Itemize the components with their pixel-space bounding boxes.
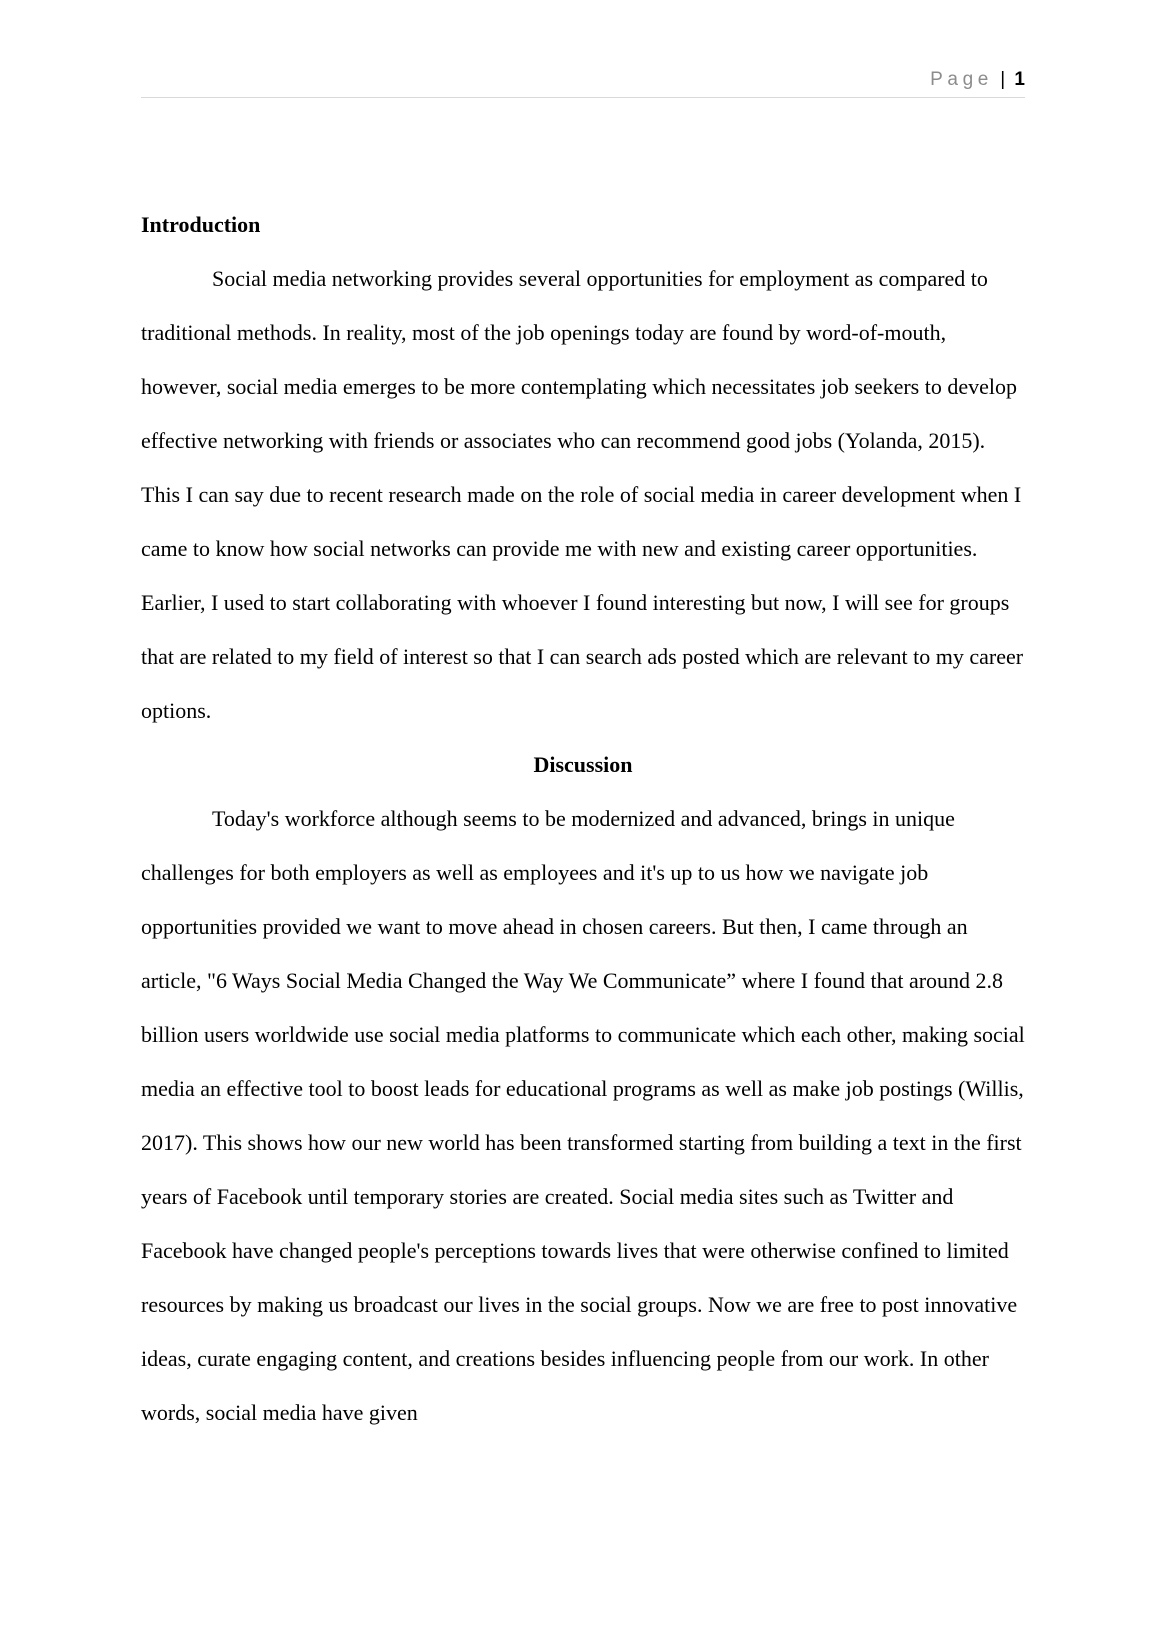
introduction-heading: Introduction bbox=[141, 212, 261, 237]
page-separator: | bbox=[1000, 69, 1006, 90]
introduction-paragraph: Social media networking provides several opportunities for employment as compared to traditional methods. In reality, most of the job openings today are found by word-of-mouth, however, social media emerges to be more contemplating which necessitates job seekers to develop effective networking with friends or associates who can recommend good jobs (Yolanda, 2015). This I can say due to recent research made on the role of social media in career development when I came to know how social networks can provide me with new and existing career opportunities. Earlier, I used to start collaborating with whoever I found interesting but now, I will see for groups that are related to my field of interest so that I can search ads posted which are relevant to my career options. bbox=[141, 266, 1024, 723]
discussion-paragraph: Today's workforce although seems to be modernized and advanced, brings in unique challenges for both employers as well as employees and it's up to us how we navigate job opportunities provided we want to move ahead in chosen careers. But then, I came through an article, "6 Ways Social Media Changed the Way We Communicate” where I found that around 2.8 billion users worldwide use social media platforms to communicate which each other, making social media an effective tool to boost leads for educational programs as well as make job postings (Willis, 2017). This shows how our new world has been transformed starting from building a text in the first years of Facebook until temporary stories are created. Social media sites such as Twitter and Facebook have changed people's perceptions towards lives that were otherwise confined to limited resources by making us broadcast our lives in the social groups. Now we are free to post innovative ideas, curate engaging content, and creations besides influencing people from our work. In other words, social media have given bbox=[141, 806, 1025, 1425]
page-header bbox=[141, 66, 1025, 98]
discussion-heading: Discussion bbox=[533, 752, 633, 777]
document-body bbox=[141, 198, 1025, 1440]
page-word: Page bbox=[930, 69, 993, 90]
page-number-label bbox=[930, 68, 1025, 92]
page-number-value: 1 bbox=[1014, 69, 1025, 90]
